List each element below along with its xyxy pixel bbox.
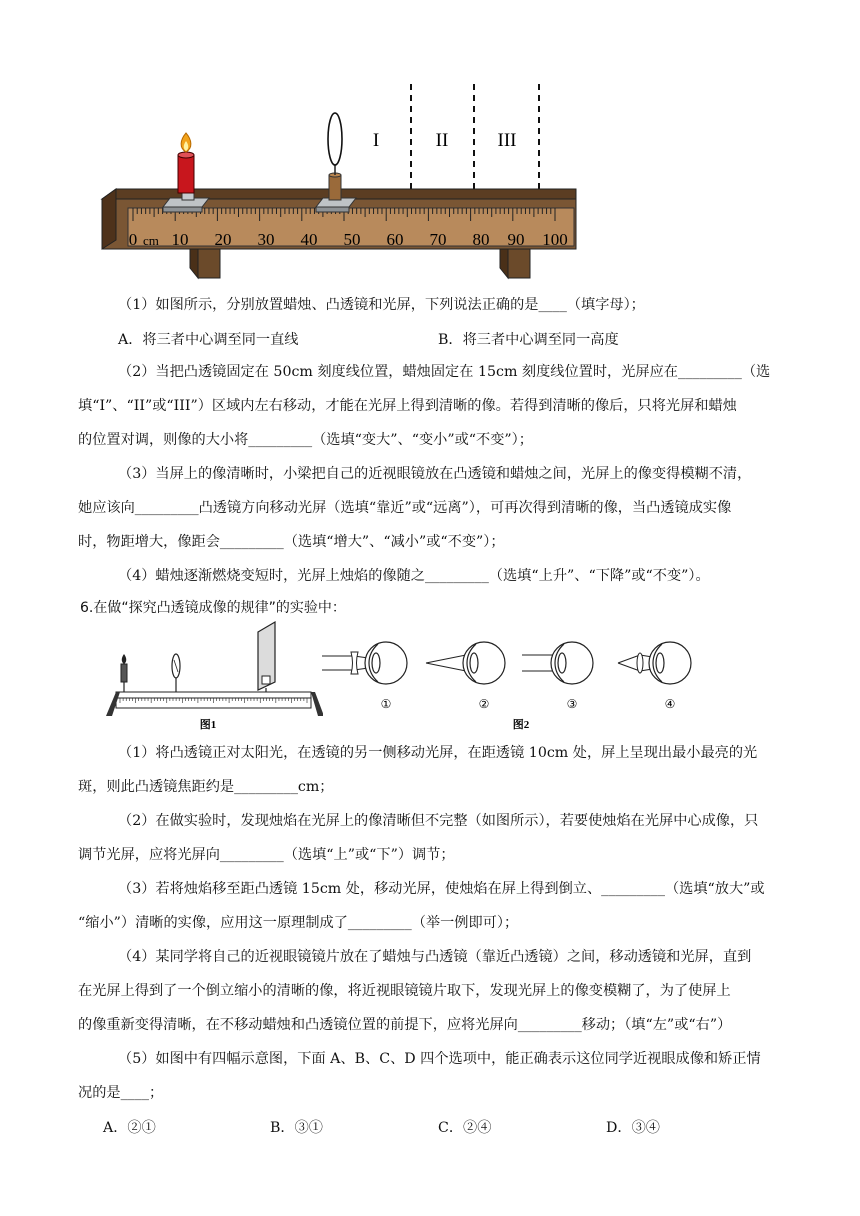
- ruler-unit: cm: [143, 233, 159, 248]
- eye-label-1: ①: [380, 697, 392, 711]
- eye-diagram-3: [522, 642, 593, 711]
- q6-part3-line1: （3）若将烛焰移至距凸透镜 15cm 处，移动光屏，使烛焰在屏上得到倒立、_________（选填“放大”或: [118, 881, 765, 897]
- q6-part1-line2: 斑，则此凸透镜焦距约是_________cm；: [78, 779, 334, 795]
- q5-part3-line1: （3）当屏上的像清晰时，小梁把自己的近视眼镜放在凸透镜和蜡烛之间，光屏上的像变得模糊不清，: [118, 466, 752, 482]
- q6-option-b: B．③①: [270, 1120, 323, 1136]
- ruler-number: 10: [171, 230, 189, 249]
- q6-option-c: C．②④: [438, 1120, 492, 1136]
- eye-label-3: ③: [566, 697, 578, 711]
- q5-part2-line1: （2）当把凸透镜固定在 50cm 刻度线位置，蜡烛固定在 15cm 刻度线位置时，光屏应在_________（选: [118, 364, 771, 380]
- q6-part4-line3: 的像重新变得清晰，在不移动蜡烛和凸透镜位置的前提下，应将光屏向_________移动；（填“左”或“右”）: [78, 1017, 732, 1033]
- eye-diagram-4: [618, 642, 691, 711]
- bench-legs: [190, 248, 530, 278]
- q5-part3-line3: 时，物距增大，像距会_________（选填“增大”、“减小”或“不变”）；: [78, 534, 505, 550]
- q5-part1: （1）如图所示，分别放置蜡烛、凸透镜和光屏，下列说法正确的是____（填字母）；: [118, 297, 645, 313]
- ruler-number: 40: [300, 230, 318, 249]
- region-dividers: [411, 84, 539, 198]
- ruler-number: 80: [472, 230, 490, 249]
- q6-figure2-eyes: [318, 640, 718, 736]
- ruler-number: 70: [429, 230, 447, 249]
- q5-part3-line2: 她应该向_________凸透镜方向移动光屏（选填“靠近”或“远离”），可再次得到清晰的像，当凸透镜成实像: [78, 500, 732, 516]
- q6-option-d: D．③④: [606, 1120, 660, 1136]
- ruler-number: 20: [214, 230, 232, 249]
- q6-part3-line2: “缩小”）清晰的实像，应用这一原理制成了_________（举一例即可）；: [78, 915, 519, 931]
- region-label-3: III: [497, 130, 517, 151]
- q6-figure1-bench: [98, 620, 323, 738]
- q6-part4-line1: （4）某同学将自己的近视眼镜镜片放在了蜡烛与凸透镜（靠近凸透镜）之间，移动透镜和光屏，直到: [118, 949, 752, 965]
- ruler-number: 30: [257, 230, 275, 249]
- ruler-number: 60: [386, 230, 404, 249]
- ruler-number: 90: [507, 230, 525, 249]
- q5-part2-line3: 的位置对调，则像的大小将_________（选填“变大”、“变小”或“不变”）；: [78, 432, 533, 448]
- ruler-number: 100: [542, 230, 568, 249]
- ruler-number: 0: [128, 230, 138, 249]
- q6-part2-line2: 调节光屏，应将光屏向_________（选填“上”或“下”）调节；: [78, 847, 455, 863]
- q6-option-a: A．②①: [103, 1120, 156, 1136]
- q6-title: 6.在做“探究凸透镜成像的规律”的实验中：: [80, 600, 346, 616]
- eye-diagram-2: [426, 642, 505, 711]
- candle: [163, 133, 209, 212]
- q6-part5-line2: 况的是____；: [78, 1085, 164, 1101]
- optical-bench-figure: [95, 82, 585, 282]
- eye-label-4: ④: [664, 697, 676, 711]
- region-label-1: I: [372, 130, 380, 151]
- q6-part5-line1: （5）如图中有四幅示意图，下面 A、B、C、D 四个选项中，能正确表示这位同学近视眼成像和矫正情: [118, 1051, 761, 1067]
- figure2-label: 图2: [512, 719, 530, 731]
- q6-part4-line2: 在光屏上得到了一个倒立缩小的清晰的像，将近视眼镜镜片取下，发现光屏上的像变模糊了，为了使屏上: [78, 983, 731, 999]
- ruler-number: 50: [343, 230, 361, 249]
- figure1-label: 图1: [199, 719, 217, 731]
- q5-part4: （4）蜡烛逐渐燃烧变短时，光屏上烛焰的像随之_________（选填“上升”、“下降”或“不变”）。: [118, 568, 710, 584]
- q5-part2-line2: 填“I”、“II”或“III”）区域内左右移动，才能在光屏上得到清晰的像。若得到清晰的像后，只将光屏和蜡烛: [78, 398, 737, 414]
- q6-part1-line1: （1）将凸透镜正对太阳光，在透镜的另一侧移动光屏，在距透镜 10cm 处，屏上呈现出最小最亮的光: [118, 745, 758, 761]
- eye-label-2: ②: [478, 697, 490, 711]
- region-label-2: II: [435, 130, 449, 151]
- eye-diagram-1: [322, 642, 407, 711]
- q5-option-a: A．将三者中心调至同一直线: [118, 332, 299, 348]
- q6-part2-line1: （2）在做实验时，发现烛焰在光屏上的像清晰但不完整（如图所示），若要使烛焰在光屏中心成像，只: [118, 813, 759, 829]
- q5-option-b: B．将三者中心调至同一高度: [438, 332, 619, 348]
